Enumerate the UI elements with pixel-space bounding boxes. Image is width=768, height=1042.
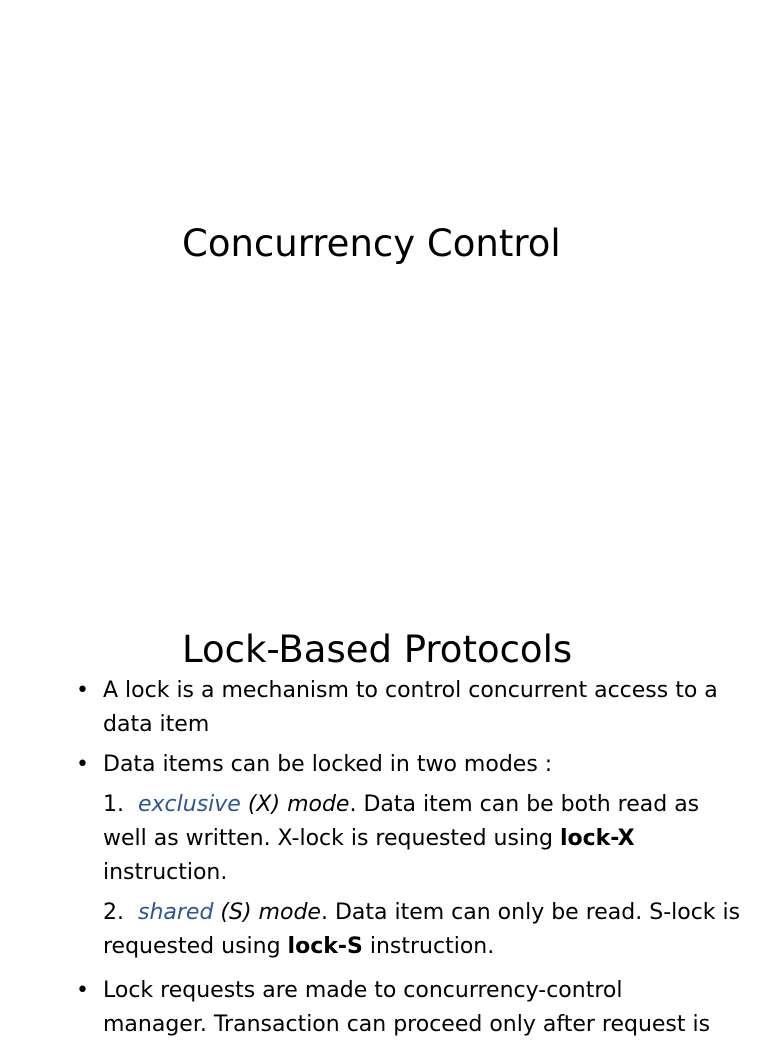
bullet-lock-definition bbox=[0, 674, 768, 742]
mode-instruction: lock-S bbox=[287, 934, 363, 959]
bullet-text: A lock is a mechanism to control concurrent access to a data item bbox=[103, 678, 718, 737]
bullet-text-continued: manager. Transaction can proceed only after request is bbox=[103, 1012, 711, 1037]
mode-shared bbox=[0, 896, 768, 964]
bullet-lock-modes bbox=[0, 748, 768, 782]
mode-description: . Data item can only be read. S-lock is requested using bbox=[103, 900, 741, 959]
mode-paren: (X) mode bbox=[240, 792, 350, 817]
bullet-lock-requests bbox=[0, 974, 768, 1042]
bullet-text: Lock requests are made to concurrency-control bbox=[103, 978, 623, 1003]
mode-paren: (S) mode bbox=[213, 900, 321, 925]
mode-term: exclusive bbox=[138, 792, 241, 817]
bullet-text: Data items can be locked in two modes : bbox=[103, 752, 553, 777]
mode-term: shared bbox=[138, 900, 214, 925]
mode-description: . Data item can be both read as well as written. X-lock is requested using bbox=[103, 792, 700, 851]
mode-instruction: lock-X bbox=[559, 826, 635, 851]
mode-exclusive bbox=[0, 788, 768, 890]
bullet-marker: • bbox=[76, 752, 89, 777]
mode-tail: instruction. bbox=[103, 860, 228, 885]
slide-title-lock-based-protocols: Lock-Based Protocols bbox=[182, 628, 573, 671]
mode-number: 1. bbox=[103, 792, 124, 817]
slide-title-concurrency-control: Concurrency Control bbox=[182, 222, 561, 265]
bullet-marker: • bbox=[76, 978, 89, 1003]
mode-number: 2. bbox=[103, 900, 124, 925]
bullet-marker: • bbox=[76, 678, 89, 703]
mode-tail: instruction. bbox=[362, 934, 495, 959]
slide-body bbox=[0, 674, 768, 1042]
